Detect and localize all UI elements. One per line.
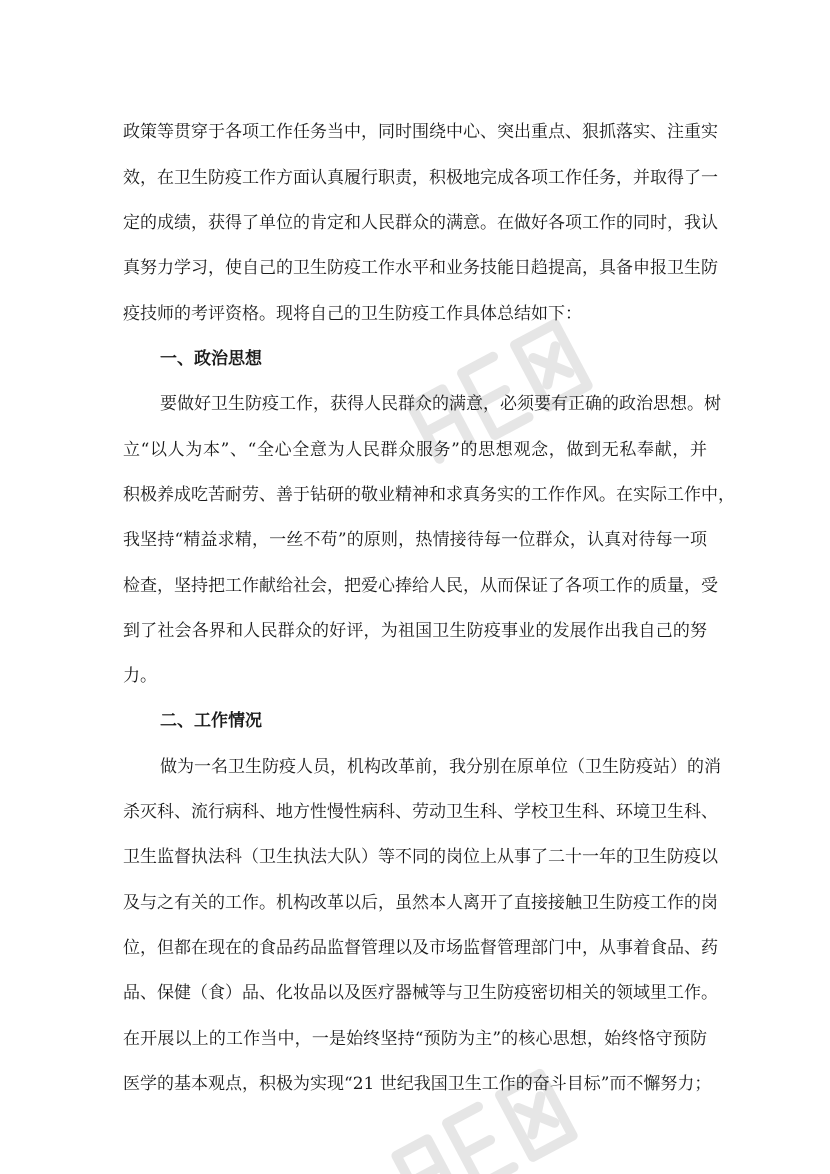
body-text-line: 政策等贯穿于各项工作任务当中，同时围绕中心、突出重点、狠抓落实、注重实 <box>123 122 718 142</box>
body-text-line: 定的成绩，获得了单位的肯定和人民群众的满意。在做好各项工作的同时，我认 <box>123 213 718 233</box>
body-text-line: 真努力学习，使自己的卫生防疫工作水平和业务技能日趋提高，具备申报卫生防 <box>123 258 718 278</box>
body-text-line: 力。 <box>123 666 157 686</box>
body-text-line: 检查，坚持把工作献给社会，把爱心捧给人民，从而保证了各项工作的质量，受 <box>123 576 718 596</box>
body-text-line: 效，在卫生防疫工作方面认真履行职责，积极地完成各项工作任务，并取得了一 <box>123 168 718 188</box>
body-text-line: 卫生监督执法科（卫生执法大队）等不同的岗位上从事了二十一年的卫生防疫以 <box>123 847 718 867</box>
body-text-line: 要做好卫生防疫工作，获得人民群众的满意，必须要有正确的政治思想。树 <box>160 394 721 414</box>
section-heading-political: 一、政治思想 <box>160 349 262 369</box>
body-text-line: 积极养成吃苦耐劳、善于钻研的敬业精神和求真务实的工作作风。在实际工作中， <box>123 485 735 505</box>
body-text-line: 立“以人为本”、“全心全意为人民群众服务”的思想观念，做到无私奉献，并 <box>123 440 707 460</box>
watermark-logo-bottom <box>380 1050 600 1174</box>
body-text-line: 我坚持“精益求精，一丝不苟”的原则，热情接待每一位群众，认真对待每一项 <box>123 530 707 550</box>
body-text-line: 在开展以上的工作当中，一是始终坚持“预防为主”的核心思想，始终恪守预防 <box>123 1029 707 1049</box>
body-text-line: 医学的基本观点，积极为实现“21 世纪我国卫生工作的奋斗目标”而不懈努力； <box>123 1074 712 1094</box>
watermark-shape <box>380 1050 600 1174</box>
body-text-line: 到了社会各界和人民群众的好评，为祖国卫生防疫事业的发展作出我自己的努 <box>123 621 707 641</box>
body-text-line: 做为一名卫生防疫人员，机构改革前，我分别在原单位（卫生防疫站）的消 <box>160 757 721 777</box>
body-text-line: 杀灭科、流行病科、地方性慢性病科、劳动卫生科、学校卫生科、环境卫生科、 <box>123 802 718 822</box>
body-text-line: 疫技师的考评资格。现将自己的卫生防疫工作具体总结如下： <box>123 304 582 324</box>
body-text-line: 及与之有关的工作。机构改革以后，虽然本人离开了直接接触卫生防疫工作的岗 <box>123 893 718 913</box>
body-text-line: 品、保健（食）品、化妆品以及医疗器械等与卫生防疫密切相关的领域里工作。 <box>123 983 718 1003</box>
body-text-line: 位，但都在现在的食品药品监督管理以及市场监督管理部门中，从事着食品、药 <box>123 938 718 958</box>
section-heading-work: 二、工作情况 <box>160 711 262 731</box>
